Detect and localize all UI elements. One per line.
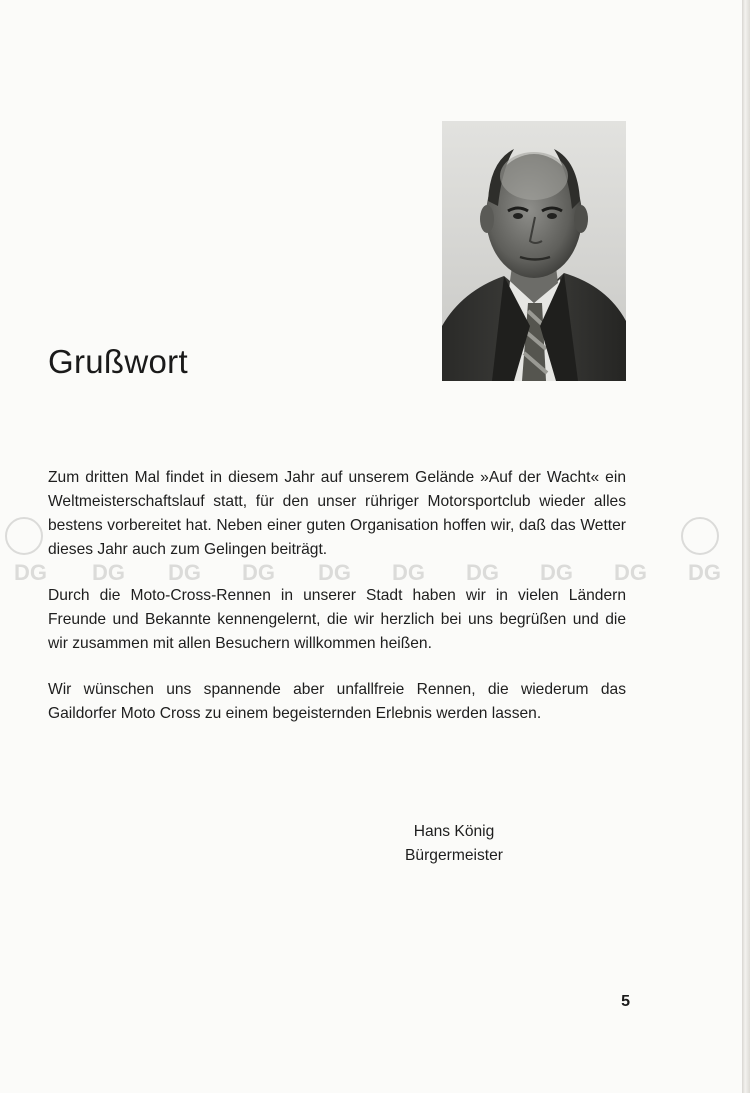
paragraph: Zum dritten Mal findet in diesem Jahr auf unserem Gelände »Auf der Wacht« ein Weltmeisterschaftslauf statt, für den unser rühriger Motorsportclub wieder alles bestens vorbereitet hat. Neben einer guten Organisation hoffen wir, daß das Wetter dieses Jahr auch zum Gelingen beiträgt. bbox=[48, 469, 626, 558]
svg-text:DG: DG bbox=[614, 560, 647, 585]
signature-name: Hans König bbox=[413, 823, 495, 840]
svg-text:DG: DG bbox=[168, 560, 201, 585]
page-title: Grußwort bbox=[48, 343, 188, 380]
page-edge bbox=[742, 0, 750, 1093]
signature-role: Bürgermeister bbox=[405, 847, 503, 864]
signature-block bbox=[384, 820, 524, 868]
portrait-photo bbox=[442, 121, 626, 381]
svg-text:DG: DG bbox=[466, 560, 499, 585]
svg-text:DG: DG bbox=[540, 560, 573, 585]
svg-text:DG: DG bbox=[92, 560, 125, 585]
svg-text:DG: DG bbox=[14, 560, 47, 585]
paragraph: Durch die Moto-Cross-Rennen in unserer Stadt haben wir in vielen Ländern Freunde und Bekannte kennengelernt, die wir herzlich bei uns begrüßen und die wir zusammen mit allen Besuchern willkommen heißen. bbox=[48, 587, 626, 652]
svg-text:DG: DG bbox=[318, 560, 351, 585]
svg-text:DG: DG bbox=[392, 560, 425, 585]
svg-text:DG: DG bbox=[242, 560, 275, 585]
svg-text:DG: DG bbox=[688, 560, 721, 585]
page-number: 5 bbox=[621, 993, 630, 1010]
greeting-body bbox=[48, 466, 626, 748]
paragraph: Wir wünschen uns spannende aber unfallfreie Rennen, die wiederum das Gaildorfer Moto Cross zu einem begeisternden Erlebnis werden lassen. bbox=[48, 681, 626, 722]
